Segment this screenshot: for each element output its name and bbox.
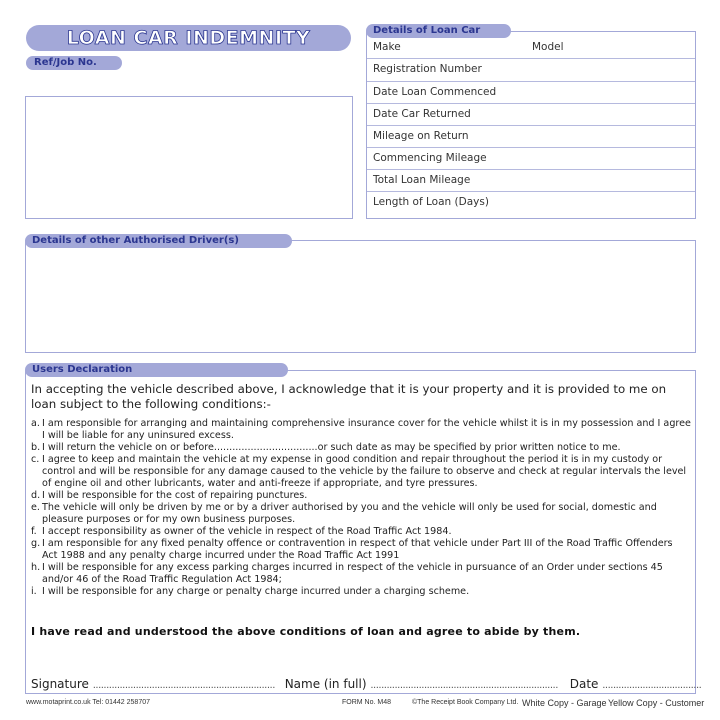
- condition-letter: h.: [31, 562, 41, 573]
- loan-car-details-section: [366, 31, 696, 219]
- condition-item: [31, 442, 691, 454]
- condition-letter: e.: [31, 502, 40, 513]
- date-car-returned-label: Date Car Returned: [373, 108, 471, 120]
- condition-text: I am responsible for arranging and maintaining comprehensive insurance cover for the vehicle whilst it is in my possession and I agree I will be liable for any uninsured excess.: [42, 418, 691, 441]
- condition-text: I agree to keep and maintain the vehicle at my expense in good condition and repair throughout the period it is in my custody or control and will be responsible for any damage caused to the vehicle by the failure to observe and check at regular intervals the level of engine oil and other lubricants, water and anti-freeze if appropriate, and tyre pressures.: [42, 454, 687, 489]
- signature-label: Signature: [31, 677, 89, 691]
- condition-letter: d.: [31, 490, 41, 501]
- condition-letter: g.: [31, 538, 41, 549]
- name-field[interactable]: ......................................................................: [370, 680, 558, 691]
- condition-text: I will be responsible for any excess parking charges incurred in respect of the vehicle in pursuance of an Order under sections 45 and/or 46 of the Road Traffic Regulation Act 1984;: [42, 562, 663, 585]
- users-declaration-section-title: Users Declaration: [25, 363, 288, 377]
- date-car-returned-field[interactable]: [367, 104, 695, 126]
- date-loan-commenced-field[interactable]: [367, 82, 695, 104]
- condition-item: [31, 562, 691, 586]
- total-loan-mileage-label: Total Loan Mileage: [373, 174, 471, 186]
- condition-item: [31, 454, 691, 490]
- footer-copyright: ©The Receipt Book Company Ltd.: [412, 699, 519, 706]
- condition-item: [31, 502, 691, 526]
- make-model-field[interactable]: [367, 37, 695, 59]
- footer-form-number: FORM No. M48: [342, 699, 392, 706]
- condition-text: I will be responsible for the cost of repairing punctures.: [42, 490, 308, 501]
- condition-item: [31, 418, 691, 442]
- signature-line: [31, 677, 702, 691]
- mileage-on-return-label: Mileage on Return: [373, 130, 469, 142]
- footer-website-tel: www.motaprint.co.uk Tel: 01442 258707: [26, 699, 151, 706]
- condition-text: I will be responsible for any charge or penalty charge incurred under a charging scheme.: [42, 586, 470, 597]
- loan-car-section-title: Details of Loan Car: [366, 24, 511, 38]
- footer-white-copy: White Copy - Garage: [522, 698, 607, 708]
- signature-field[interactable]: ....................................................................: [92, 680, 275, 691]
- date-label: Date: [569, 677, 599, 691]
- length-of-loan-field[interactable]: [367, 192, 695, 214]
- condition-item: [31, 526, 691, 538]
- condition-letter: c.: [31, 454, 40, 465]
- condition-letter: i.: [31, 586, 37, 597]
- conditions-list: [31, 418, 691, 598]
- condition-item: [31, 538, 691, 562]
- registration-number-field[interactable]: [367, 59, 695, 82]
- commencing-mileage-label: Commencing Mileage: [373, 152, 487, 164]
- ref-job-field[interactable]: [25, 96, 353, 219]
- form-title-text: LOAN CAR INDEMNITY: [66, 27, 311, 49]
- registration-number-label: Registration Number: [373, 63, 482, 75]
- authorised-drivers-section-title: Details of other Authorised Driver(s): [25, 234, 292, 248]
- condition-letter: f.: [31, 526, 37, 537]
- total-loan-mileage-field[interactable]: [367, 170, 695, 192]
- condition-letter: a.: [31, 418, 40, 429]
- condition-text: The vehicle will only be driven by me or by a driver authorised by you and the vehicle will only be used for social, domestic and pleasure purposes or for my own business purposes.: [42, 502, 657, 525]
- declaration-intro: In accepting the vehicle described above, I acknowledge that it is your property and it is provided to me on loan subject to the following conditions:-: [31, 382, 667, 411]
- date-loan-commenced-label: Date Loan Commenced: [373, 86, 497, 98]
- date-field[interactable]: .....................................: [602, 680, 702, 691]
- condition-text: I accept responsibility as owner of the vehicle in respect of the Road Traffic Act 1984.: [42, 526, 452, 537]
- commencing-mileage-field[interactable]: [367, 148, 695, 170]
- footer-yellow-copy: Yellow Copy - Customer: [608, 698, 705, 708]
- name-label: Name (in full): [284, 677, 367, 691]
- condition-text: I am responsible for any fixed penalty offence or contravention in respect of that vehicle under Part III of the Road Traffic Offenders Act 1988 and any penalty charge incurred under the Road Traffic Act 1991: [42, 538, 673, 561]
- condition-item: [31, 586, 691, 598]
- authorised-drivers-field[interactable]: [25, 240, 696, 353]
- condition-item: [31, 490, 691, 502]
- ref-job-label: Ref/Job No.: [26, 56, 122, 70]
- length-of-loan-label: Length of Loan (Days): [373, 196, 489, 208]
- model-label: Model: [532, 41, 564, 53]
- mileage-on-return-field[interactable]: [367, 126, 695, 148]
- form-title: [26, 25, 351, 51]
- condition-text: I will return the vehicle on or before..................................or such date as may be specified by prior written notice to me.: [42, 442, 621, 453]
- condition-letter: b.: [31, 442, 41, 453]
- agreement-statement: I have read and understood the above conditions of loan and agree to abide by them.: [31, 625, 581, 638]
- make-label: Make: [373, 41, 401, 53]
